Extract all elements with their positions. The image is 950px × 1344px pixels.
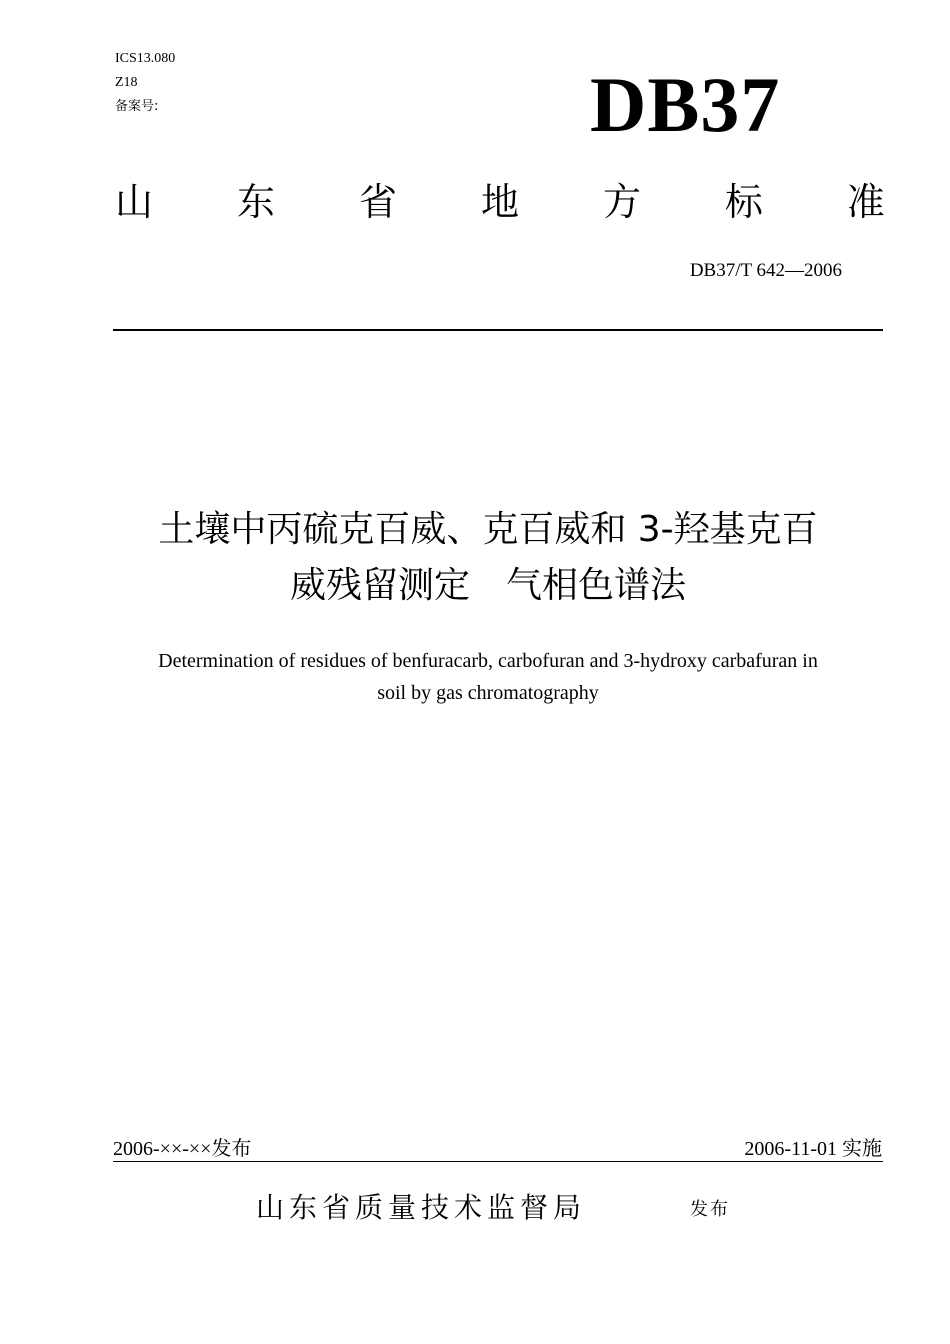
bottom-divider bbox=[113, 1161, 883, 1162]
ccs-code: Z18 bbox=[115, 75, 138, 90]
standard-type-char: 省 bbox=[358, 180, 397, 224]
standard-type-char: 方 bbox=[602, 180, 641, 224]
chinese-title-line-2: 威残留测定 气相色谱法 bbox=[289, 565, 686, 606]
english-title-line-1: Determination of residues of benfuracarb, carbofuran and 3-hydroxy carbafuran in bbox=[158, 650, 818, 672]
standard-number: DB37/T 642—2006 bbox=[689, 260, 842, 281]
standard-type-char: 山 bbox=[115, 180, 154, 224]
english-title-line-2: soil by gas chromatography bbox=[377, 682, 599, 704]
english-title bbox=[100, 645, 876, 709]
standard-type-char: 标 bbox=[724, 180, 763, 224]
filing-number-label: 备案号: bbox=[115, 99, 159, 114]
standard-type-char: 准 bbox=[846, 180, 885, 224]
implementation-date: 2006-11-01 实施 bbox=[744, 1138, 882, 1160]
issue-date: 2006-××-××发布 bbox=[113, 1138, 252, 1160]
issuing-authority: 山东省质量技术监督局 bbox=[256, 1191, 587, 1224]
standard-type-heading bbox=[115, 178, 885, 226]
standard-type-char: 地 bbox=[480, 180, 519, 224]
issuing-authority-suffix: 发布 bbox=[690, 1199, 730, 1220]
ics-code: ICS13.080 bbox=[115, 51, 176, 66]
chinese-title bbox=[100, 502, 876, 614]
top-divider bbox=[113, 329, 883, 331]
chinese-title-line-1: 土壤中丙硫克百威、克百威和 3-羟基克百 bbox=[158, 509, 818, 550]
standard-type-char: 东 bbox=[236, 180, 275, 224]
standard-logo: DB37 bbox=[590, 61, 781, 148]
